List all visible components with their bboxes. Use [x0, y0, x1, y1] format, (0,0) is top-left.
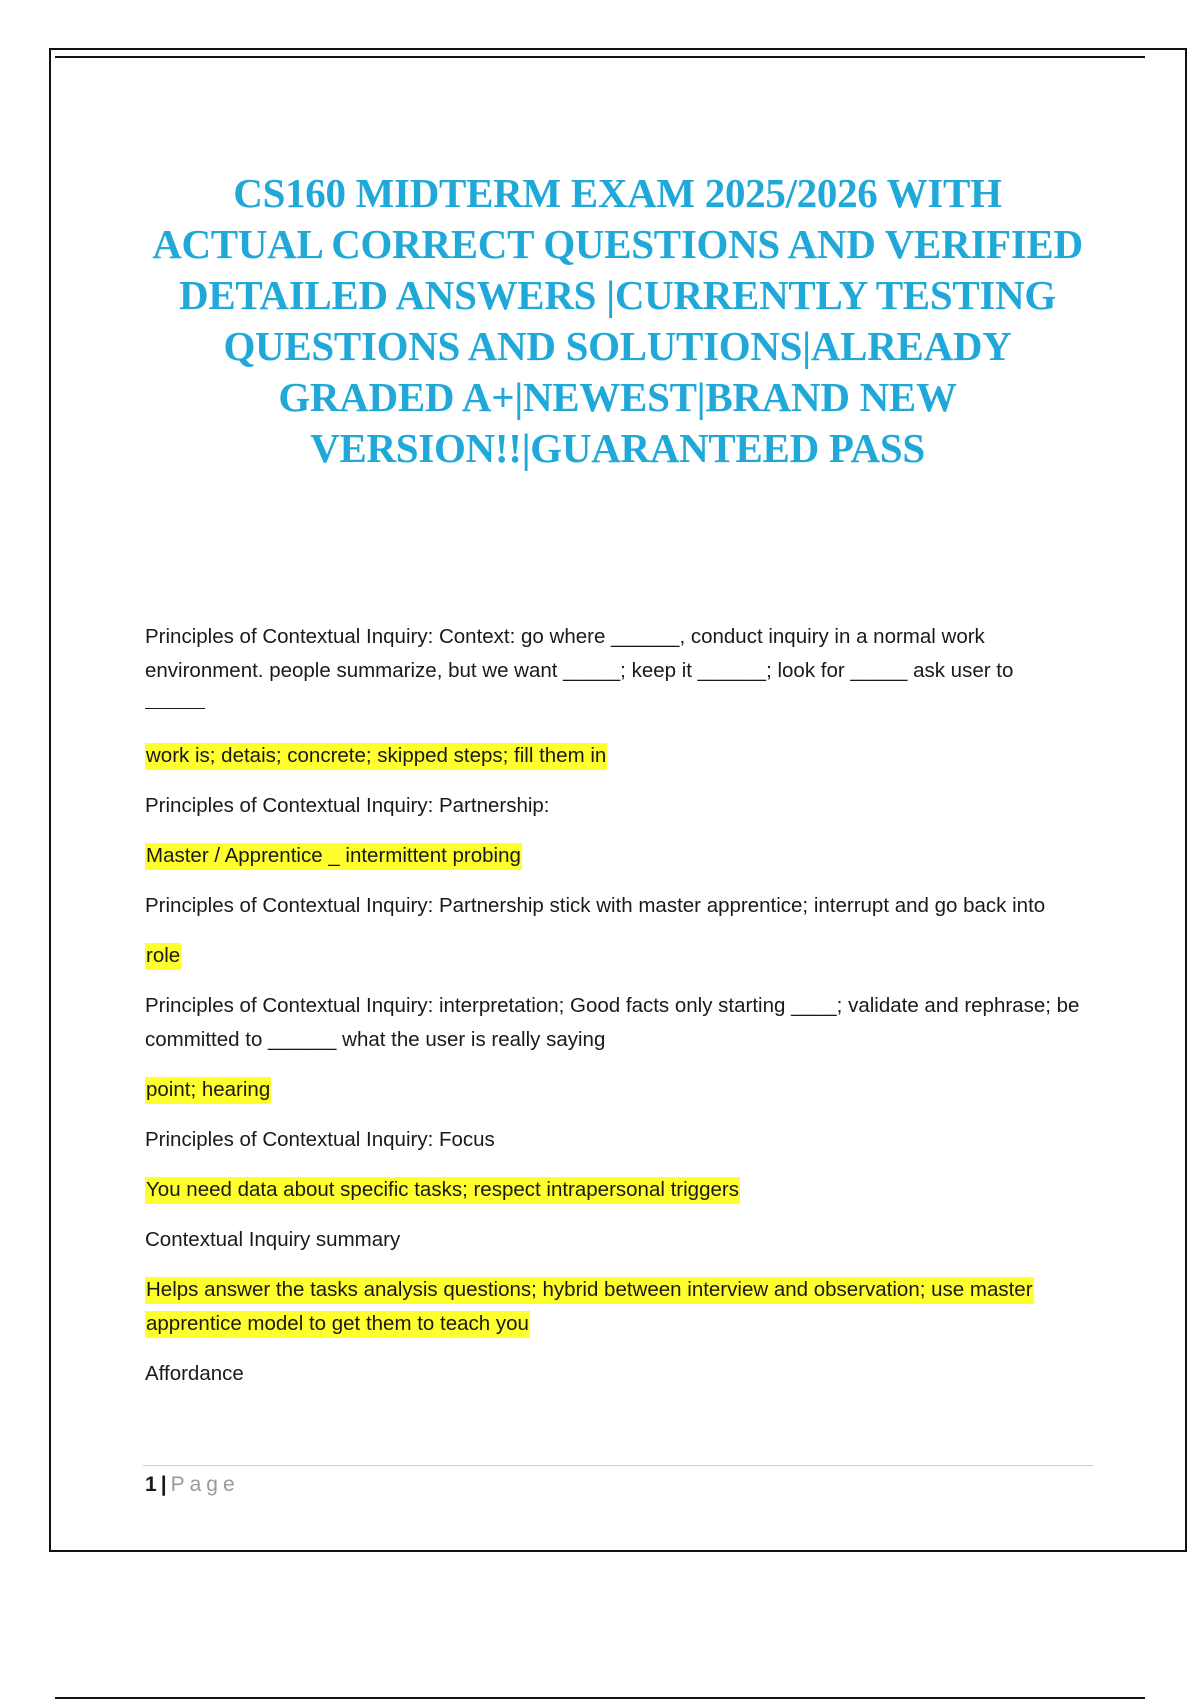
- answer-6: Helps answer the tasks analysis questions; hybrid between interview and observation; use master apprentice model to get them to teach you: [145, 1277, 1034, 1338]
- question-2: Principles of Contextual Inquiry: Partnership:: [145, 794, 550, 817]
- qa-content: [145, 620, 1095, 1407]
- answer-2: Master / Apprentice _ intermittent probing: [145, 843, 522, 870]
- answer-1: work is; detais; concrete; skipped steps; fill them in: [145, 743, 607, 770]
- answer-2-paragraph: [145, 839, 1095, 873]
- footer-rule: [143, 1465, 1093, 1466]
- bottom-rule: [55, 1697, 1145, 1699]
- page-footer: [145, 1470, 240, 1500]
- answer-4-paragraph: [145, 1073, 1095, 1107]
- document-title: CS160 MIDTERM EXAM 2025/2026 WITH ACTUAL CORRECT QUESTIONS AND VERIFIED DETAILED ANSWERS |CURRENTLY TESTING QUESTIONS AND SOLUTIONS|ALREADY GRADED A+|NEWEST|BRAND NEW VERSION!!|GUARANTEED PASS: [152, 170, 1083, 471]
- answer-6-paragraph: [145, 1273, 1095, 1341]
- question-4: Principles of Contextual Inquiry: interpretation; Good facts only starting ____; validate and rephrase; be committed to ______ what the user is really saying: [145, 994, 1080, 1051]
- question-6: Contextual Inquiry summary: [145, 1228, 401, 1251]
- answer-4: point; hearing: [145, 1077, 271, 1104]
- answer-5: You need data about specific tasks; respect intrapersonal triggers: [145, 1177, 740, 1204]
- page-separator: |: [160, 1473, 167, 1496]
- answer-3-paragraph: [145, 939, 1095, 973]
- answer-5-paragraph: [145, 1173, 1095, 1207]
- answer-blank-line: [145, 708, 205, 709]
- question-3: Principles of Contextual Inquiry: Partnership stick with master apprentice; interrupt and go back into: [145, 894, 1046, 917]
- question-1: Principles of Contextual Inquiry: Context: go where ______, conduct inquiry in a normal work environment. people summarize, but we want _____; keep it ______; look for _____ ask user to: [145, 625, 1014, 682]
- page-label: Page: [170, 1473, 240, 1496]
- answer-3: role: [145, 943, 181, 970]
- answer-1-paragraph: [145, 739, 1095, 773]
- page-number: 1: [145, 1473, 157, 1496]
- top-rule: [55, 56, 1145, 58]
- question-7: Affordance: [145, 1362, 244, 1385]
- question-5: Principles of Contextual Inquiry: Focus: [145, 1128, 495, 1151]
